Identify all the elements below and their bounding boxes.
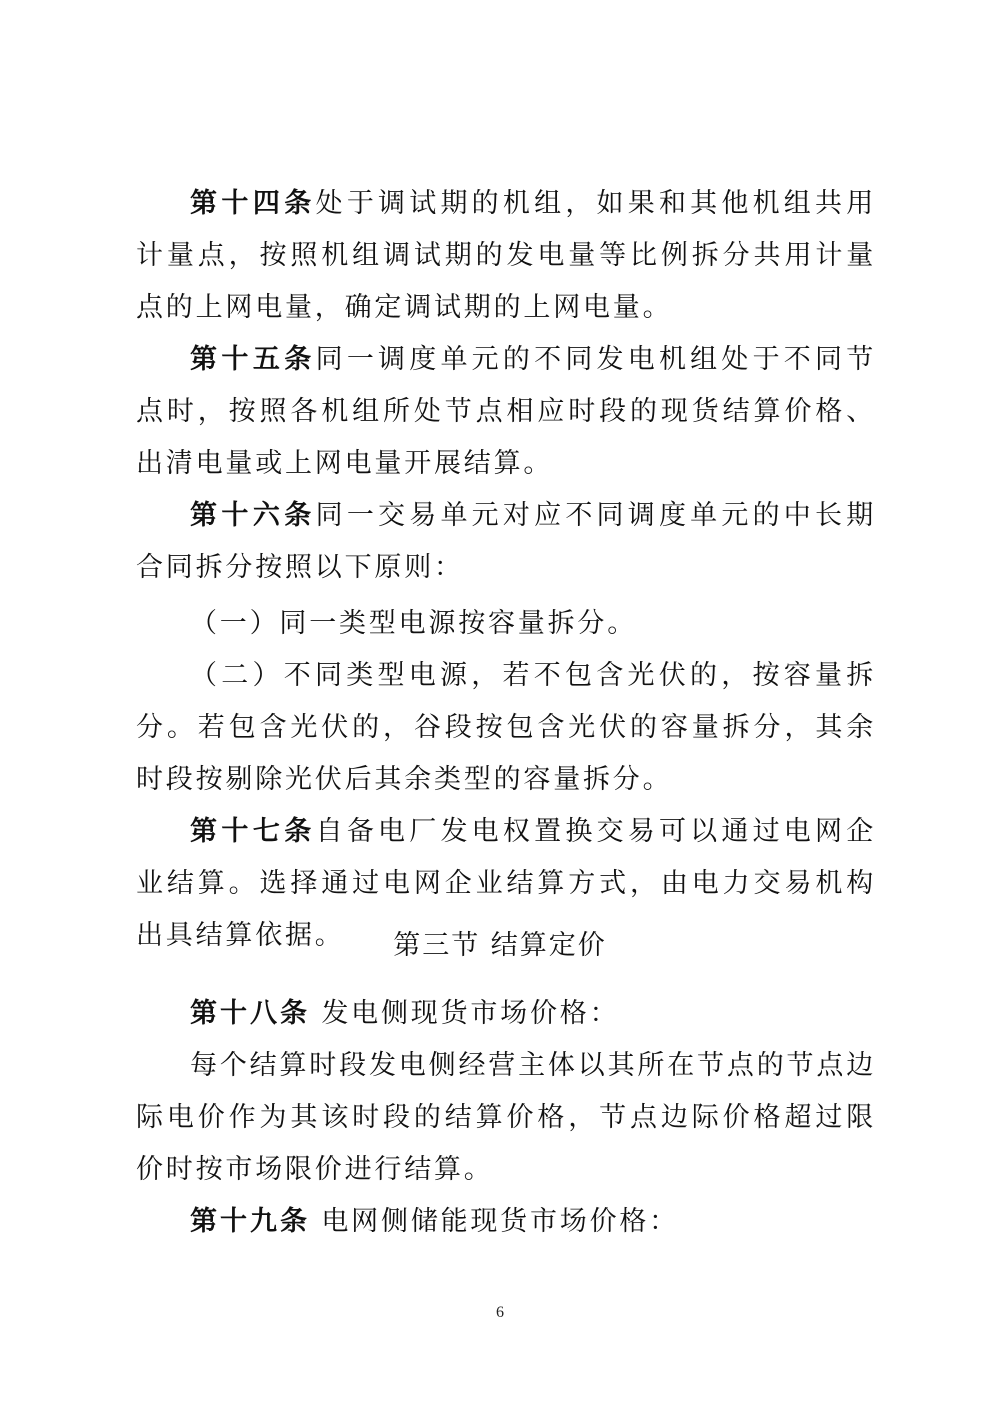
article-17-text: 自备电厂发电权置换交易可以通过电网企业结算。选择通过电网企业结算方式，由电力交易机构出具结算依据。 <box>136 816 876 951</box>
article-18 <box>136 988 876 1040</box>
article-18-body: 每个结算时段发电侧经营主体以其所在节点的节点边际电价作为其该时段的结算价格，节点边际价格超过限价时按市场限价进行结算。 <box>136 1050 876 1185</box>
article-19-label: 第十九条 <box>190 1206 310 1237</box>
article-14-text: 处于调试期的机组，如果和其他机组共用计量点，按照机组调试期的发电量等比例拆分共用计量点的上网电量，确定调试期的上网电量。 <box>136 188 876 323</box>
article-14 <box>136 178 876 334</box>
article-14-label: 第十四条 <box>190 188 316 219</box>
article-15 <box>136 334 876 490</box>
article-15-label: 第十五条 <box>190 344 316 375</box>
article-19 <box>136 1196 876 1248</box>
article-16-label: 第十六条 <box>190 500 316 531</box>
article-16 <box>136 490 876 594</box>
section-title: 第三节 结算定价 <box>393 930 607 961</box>
article-18-label: 第十八条 <box>190 998 310 1029</box>
article-16-text: 同一交易单元对应不同调度单元的中长期合同拆分按照以下原则： <box>136 500 876 583</box>
article-16-item-1: （一）同一类型电源按容量拆分。 <box>190 608 637 639</box>
article-17-label: 第十七条 <box>190 816 316 847</box>
article-18-text: 发电侧现货市场价格： <box>310 998 620 1029</box>
article-19-text: 电网侧储能现货市场价格： <box>310 1206 679 1237</box>
article-16-item-2: （二）不同类型电源，若不包含光伏的，按容量拆分。若包含光伏的，谷段按包含光伏的容量拆分，其余时段按剔除光伏后其余类型的容量拆分。 <box>136 660 876 795</box>
page-number: 6 <box>496 1304 504 1321</box>
article-15-text: 同一调度单元的不同发电机组处于不同节点时，按照各机组所处节点相应时段的现货结算价格、出清电量或上网电量开展结算。 <box>136 344 876 479</box>
